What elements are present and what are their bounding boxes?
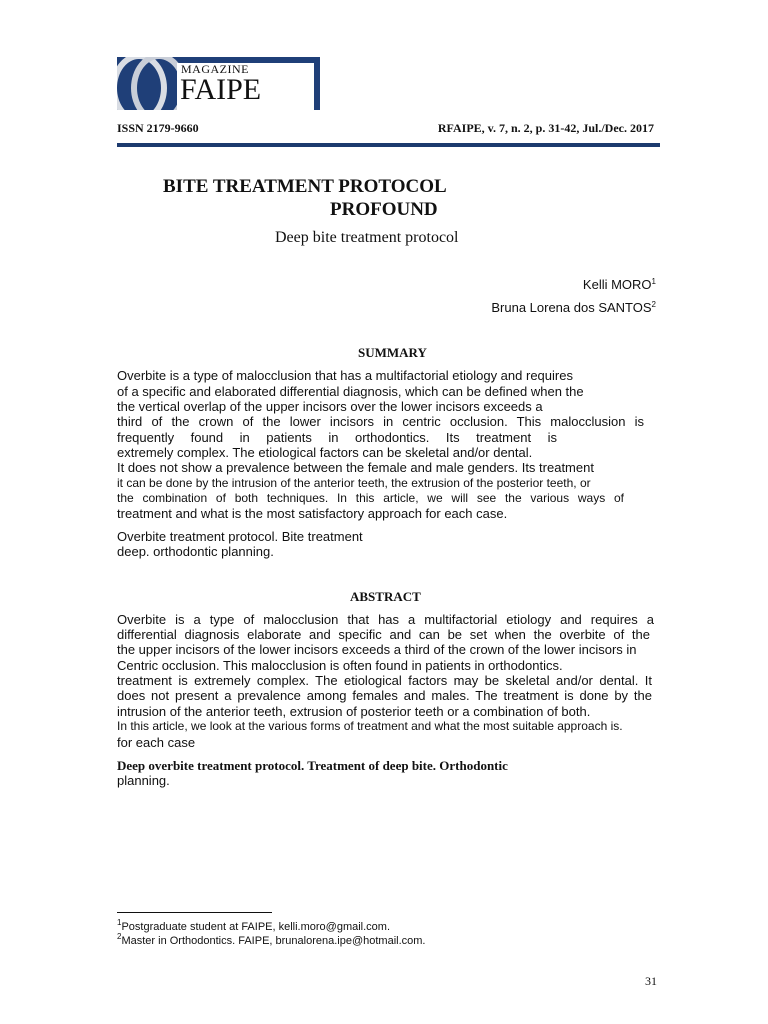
abstract-line: does not present a prevalence among females and males. The treatment is done by the [117, 688, 652, 703]
abstract-line: Centric occlusion. This malocclusion is often found in patients in orthodontics. [117, 658, 563, 673]
summary-line: extremely complex. The etiological factors can be skeletal and/or dental. [117, 445, 533, 460]
issn: ISSN 2179-9660 [117, 121, 199, 135]
abstract-keywords-line: Deep overbite treatment protocol. Treatment of deep bite. Orthodontic [117, 758, 508, 773]
summary-line: it can be done by the intrusion of the anterior teeth, the extrusion of the posterior teeth, or [117, 476, 591, 490]
abstract-heading: ABSTRACT [350, 589, 421, 604]
summary-line: frequently found in patients in orthodontics. Its treatment is [117, 430, 557, 445]
footnote-mark: 1 [117, 918, 122, 927]
author [491, 300, 656, 315]
faipe-logo [117, 57, 320, 110]
summary-line: the vertical overlap of the upper incisors over the lower incisors exceeds a [117, 399, 543, 414]
footnote-rule [117, 912, 272, 913]
header-rule [117, 143, 660, 147]
summary-keywords-line: Overbite treatment protocol. Bite treatment [117, 529, 363, 544]
summary-line: third of the crown of the lower incisors in centric occlusion. This malocclusion is [117, 414, 644, 429]
title-line-2: PROFOUND [330, 199, 438, 220]
abstract-line: intrusion of the anterior teeth, extrusion of posterior teeth or a combination of both. [117, 704, 591, 719]
page-number: 31 [645, 974, 657, 988]
abstract-line: for each case [117, 735, 196, 750]
author [583, 277, 656, 292]
author-name: Kelli MORO [582, 277, 652, 292]
subtitle: Deep bite treatment protocol [275, 229, 459, 246]
abstract-line: the upper incisors of the lower incisors exceeds a third of the crown of the lower incisors in [117, 642, 637, 657]
footnote-text: Master in Orthodontics. FAIPE, brunalorena.ipe@hotmail.com. [121, 935, 426, 947]
author-footnote-mark: 2 [651, 300, 656, 309]
footnote-mark: 2 [117, 932, 122, 941]
title-line-1: BITE TREATMENT PROTOCOL [163, 176, 447, 197]
summary-line: Overbite is a type of malocclusion that has a multifactorial etiology and requires [117, 368, 573, 383]
footnote-text: Postgraduate student at FAIPE, kelli.moro@gmail.com. [121, 921, 391, 933]
summary-line: of a specific and elaborated differential diagnosis, which can be defined when the [117, 384, 584, 399]
abstract-keywords-line: planning. [117, 773, 170, 788]
summary-keywords-line: deep. orthodontic planning. [117, 544, 274, 559]
logo-faipe-text: FAIPE [180, 73, 262, 106]
summary-line: It does not show a prevalence between the female and male genders. Its treatment [117, 460, 594, 475]
abstract-line: In this article, we look at the various forms of treatment and what the most suitable approach is. [117, 719, 623, 733]
footnote [117, 918, 390, 933]
author-name: Bruna Lorena dos SANTOS [491, 300, 652, 315]
footnote [117, 932, 425, 947]
journal-reference: RFAIPE, v. 7, n. 2, p. 31-42, Jul./Dec. 2017 [437, 121, 654, 135]
summary-line: the combination of both techniques. In this article, we will see the various ways of [117, 491, 624, 505]
abstract-line: Overbite is a type of malocclusion that has a multifactorial etiology and requires a [117, 612, 654, 627]
logo-magazine-text: MAGAZINE [181, 62, 249, 76]
author-footnote-mark: 1 [651, 277, 656, 286]
summary-line: treatment and what is the most satisfactory approach for each case. [117, 506, 508, 521]
abstract-line: treatment is extremely complex. The etiological factors may be skeletal and/or dental. It [117, 673, 652, 688]
summary-heading: SUMMARY [358, 345, 427, 360]
abstract-line: differential diagnosis elaborate and specific and can be set when the overbite of the [117, 627, 650, 642]
